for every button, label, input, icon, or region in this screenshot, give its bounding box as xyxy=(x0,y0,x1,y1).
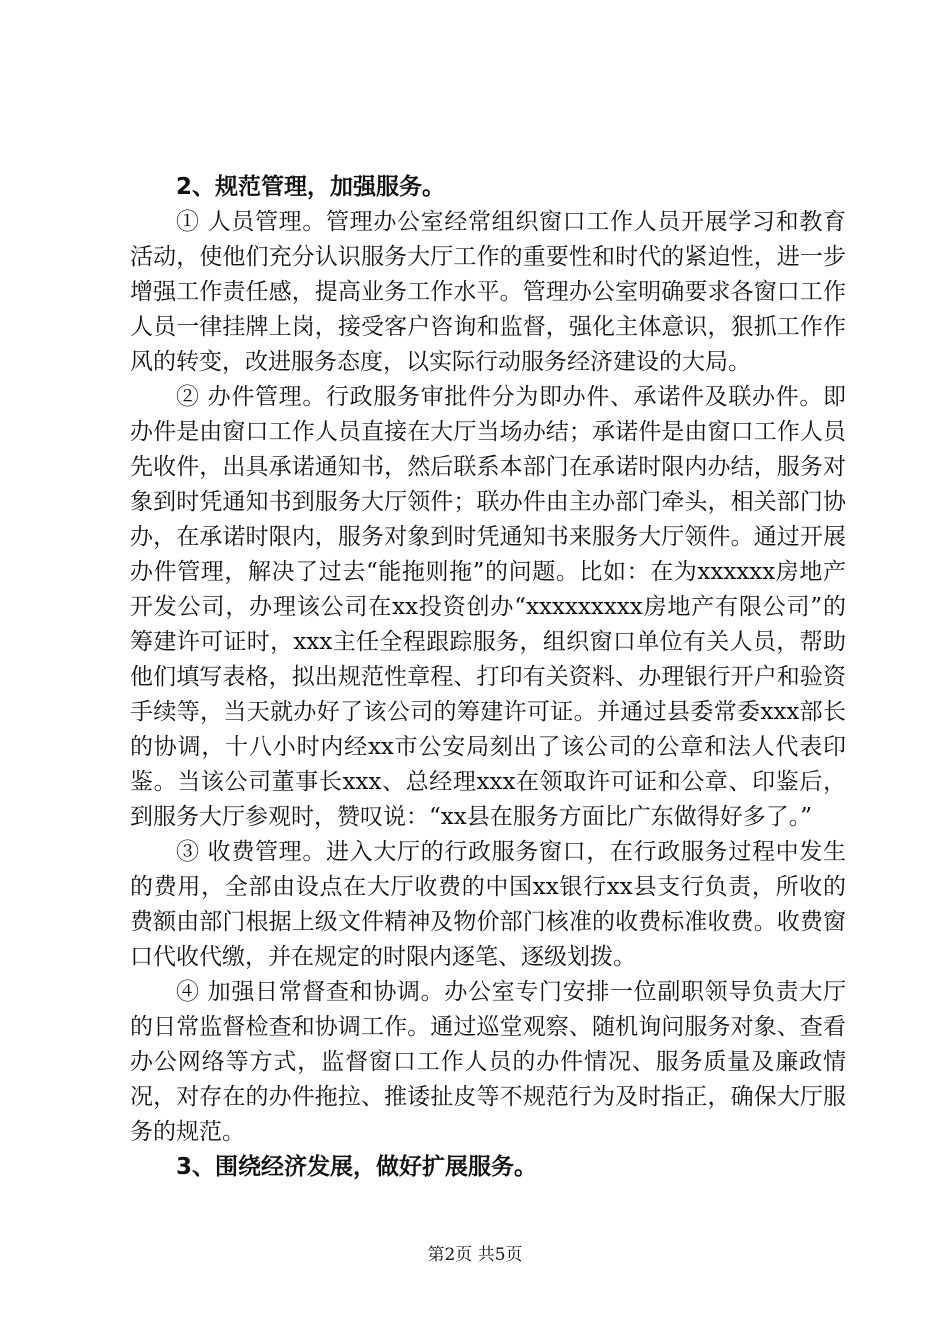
section-heading-2: 2、规范管理，加强服务。 xyxy=(176,174,446,200)
page-footer: 第2页 共5页 xyxy=(427,1245,523,1265)
paragraph-personnel-management: ① 人员管理。管理办公室经常组织窗口工作人员开展学习和教育活动，使他们充分认识服务大厅工作的重要性和时代的紧迫性，进一步增强工作责任感，提高业务工作水平。管理办公室明确要求各窗口工作人员一律挂牌上岗，接受客户咨询和监督，强化主体意识，狠抓工作作风的转变，改进服务态度，以实际行动服务经济建设的大局。 xyxy=(130,209,846,375)
paragraph-supervision: ④ 加强日常督查和协调。办公室专门安排一位副职领导负责大厅的日常监督检查和协调工作。通过巡堂观察、随机询问服务对象、查看办公网络等方式，监督窗口工作人员的办件情况、服务质量及廉政情况，对存在的办件拖拉、推诿扯皮等不规范行为及时指正，确保大厅服务的规范。 xyxy=(130,979,846,1145)
document-body xyxy=(130,170,846,1185)
paragraph-fee-management: ③ 收费管理。进入大厅的行政服务窗口，在行政服务过程中发生的费用，全部由设点在大厅收费的中国xx银行xx县支行负责，所收的费额由部门根据上级文件精神及物价部门核准的收费标准收费。收费窗口代收代缴，并在规定的时限内逐笔、逐级划拨。 xyxy=(130,839,846,970)
section-heading-3: 3、围绕经济发展，做好扩展服务。 xyxy=(176,1154,538,1180)
paragraph-case-management: ② 办件管理。行政服务审批件分为即办件、承诺件及联办件。即办件是由窗口工作人员直接在大厅当场办结；承诺件是由窗口工作人员先收件，出具承诺通知书，然后联系本部门在承诺时限内办结，服务对象到时凭通知书到服务大厅领件；联办件由主办部门牵头，相关部门协办，在承诺时限内，服务对象到时凭通知书来服务大厅领件。通过开展办件管理，解决了过去“能拖则拖”的问题。比如：在为xxxxxx房地产开发公司，办理该公司在xx投资创办“xxxxxxxxx房地产有限公司”的筹建许可证时，xxx主任全程跟踪服务，组织窗口单位有关人员，帮助他们填写表格，拟出规范性章程、打印有关资料、办理银行开户和验资手续等，当天就办好了该公司的筹建许可证。并通过县委常委xxx部长的协调，十八小时内经xx市公安局刻出了该公司的公章和法人代表印鉴。当该公司董事长xxx、总经理xxx在领取许可证和公章、印鉴后，到服务大厅参观时，赞叹说：“xx县在服务方面比广东做得好多了。” xyxy=(130,384,846,830)
